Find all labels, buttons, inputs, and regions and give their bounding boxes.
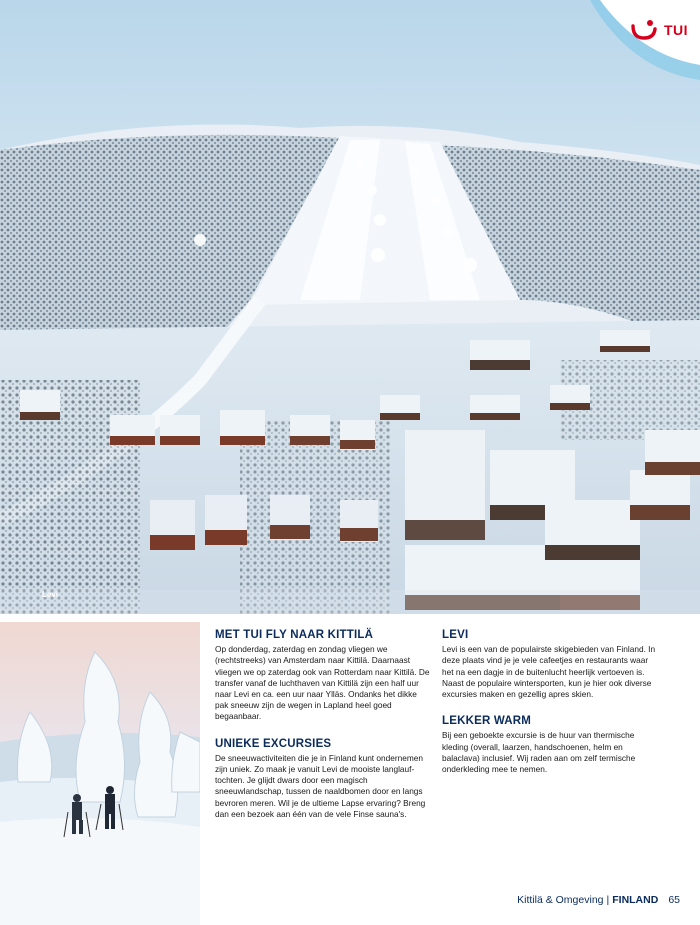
smile-icon bbox=[630, 17, 658, 41]
hero-caption: Levi bbox=[42, 590, 59, 599]
heading-levi: LEVI bbox=[442, 629, 469, 641]
heading-lekker-warm: LEKKER WARM bbox=[442, 715, 532, 728]
left-text-column bbox=[215, 630, 431, 820]
right-text-column bbox=[442, 630, 656, 775]
footer-separator: | bbox=[606, 894, 610, 906]
snow-hikers-image bbox=[0, 622, 200, 925]
footer-section: Kittilä & Omgeving bbox=[517, 894, 604, 906]
heading-fly-kittila: MET TUI FLY NAAR KITTILÄ bbox=[215, 629, 374, 641]
text-excursies: De sneeuwactiviteiten die je in Finland kunt ondernemen zijn uniek. Zo maak je vanuit Levi de mooiste langlauf-tochten. Je glijdt dwars door een magisch sneeuwlandschap, tussen de naaldbomen door en langs bevroren meren. Wil je de ultieme Lapse ervaring? Breng dan een bezoek aan één van de vele Finse sauna's. bbox=[215, 752, 426, 819]
text-levi: Levi is een van de populairste skigebieden van Finland. In deze plaats vind je je vele cafeetjes en restaurants waar het na een dagje in de buitenlucht heerlijk vertoeven is. Naast de populaire wintersporten, kun je hier ook diverse excursies maken en gezellig apres skien. bbox=[442, 644, 656, 700]
footer-country: FINLAND bbox=[612, 894, 659, 906]
page-footer bbox=[517, 894, 680, 906]
logo-text: TUI bbox=[663, 22, 688, 38]
page-number: 65 bbox=[668, 894, 680, 906]
tui-logo bbox=[590, 0, 700, 80]
text-lekker-warm: Bij een geboekte excursie is de huur van thermische kleding (overall, laarzen, handschoenen, helm en balaclava) inclusief. Wij raden aan om zelf termische onderkleding mee te nemen. bbox=[442, 730, 636, 775]
heading-excursies: UNIEKE EXCURSIES bbox=[215, 737, 332, 750]
text-fly-kittila: Op donderdag, zaterdag en zondag vliegen we (rechtstreeks) van Amsterdam naar Kittilä. Daarnaast vliegen we op zaterdag ook van Rotterdam naar Kittilä. De transfer vanaf de luchthaven van Kittilä zijn een half uur naar Levi en ca. een uur naar Ylläs. Ondanks het dikke pak sneeuw zijn de wegen in Lapland heel goed begaanbaar. bbox=[215, 644, 430, 722]
snow-hikers-photo bbox=[0, 622, 200, 925]
